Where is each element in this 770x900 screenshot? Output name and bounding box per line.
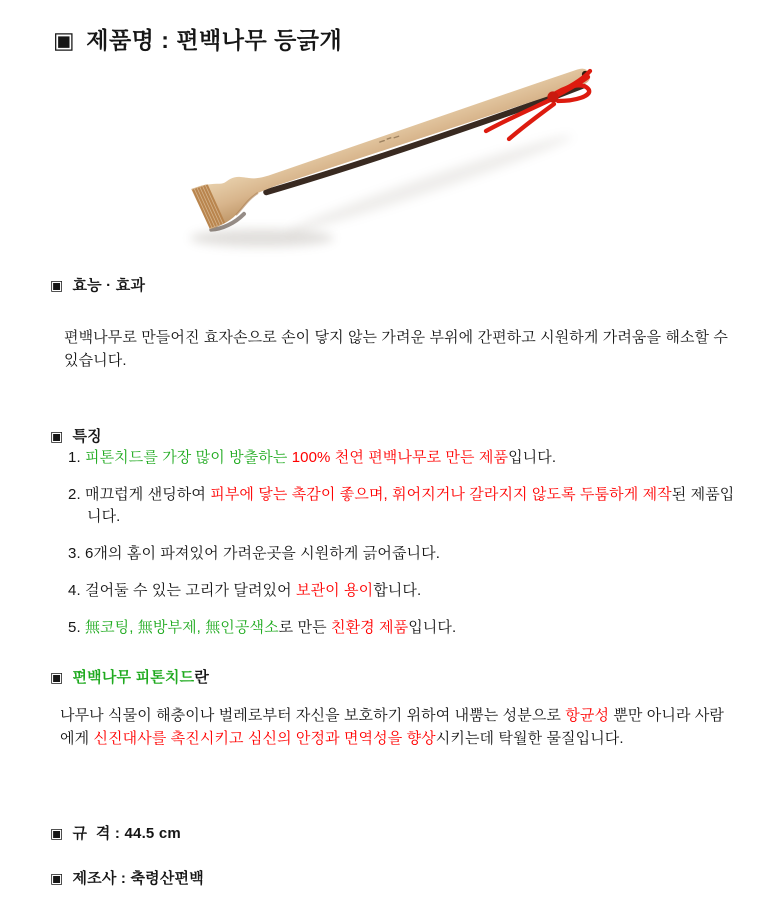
text-segment: 시키는데 탁월한 물질입니다. [435, 730, 624, 747]
text-segment: 3. 6개의 홈이 파져있어 가려운곳을 시원하게 긁어줍니다. [68, 545, 441, 562]
manufacturer-line [50, 867, 204, 888]
efficacy-heading-text: 효능 · 효과 [72, 277, 146, 294]
text-segment: 피부에 닿는 촉감이 좋으며, 휘어지거나 갈라지지 않도록 두툼하게 제작 [210, 486, 672, 503]
text-segment: 뿐만 아니라 사람에게 [60, 707, 725, 747]
phytoncide-body [60, 704, 736, 750]
text-segment: 無코팅, 無방부제, 無인공색소 [84, 619, 279, 636]
text-segment: 2. 매끄럽게 샌딩하여 [68, 486, 211, 503]
text-segment: 1. [68, 449, 85, 466]
section-bullet-icon: ▣ [50, 428, 64, 444]
page-title-text: 제품명 : 편백나무 등긁개 [86, 27, 343, 53]
features-heading-text: 특징 [72, 428, 102, 445]
text-segment: 5. [68, 619, 85, 636]
section-heading-phytoncide [50, 666, 209, 687]
product-photo [0, 52, 770, 257]
section-bullet-icon: ▣ [50, 669, 64, 685]
feature-item-4 [68, 580, 736, 602]
photo-soft-shadow [285, 129, 574, 240]
page-title [53, 22, 342, 55]
cord-knot [547, 91, 558, 102]
feature-item-2 [68, 484, 736, 528]
section-bullet-icon: ▣ [53, 27, 76, 53]
efficacy-body: 편백나무로 만들어진 효자손으로 손이 닿지 않는 가려운 부위에 간편하고 시원하게 가려움을 해소할 수 있습니다. [64, 329, 728, 369]
section-bullet-icon: ▣ [50, 825, 64, 841]
feature-item-5 [68, 617, 736, 639]
text-segment: 4. 걸어둘 수 있는 고리가 달려있어 [68, 582, 296, 599]
text-segment: 친환경 제품 [330, 619, 409, 636]
section-bullet-icon: ▣ [50, 870, 64, 886]
text-segment: 보관이 용이 [296, 582, 374, 599]
text-segment: 신진대사를 촉진시키고 심신의 안정과 면역성을 향상 [93, 730, 436, 747]
text-segment: 100% 천연 편백나무로 만든 제품 [291, 449, 509, 466]
phytoncide-heading-text [72, 669, 209, 686]
text-segment: 나무나 식물이 해충이나 벌레로부터 자신을 보호하기 위하여 내뿜는 성분으로 [60, 707, 566, 724]
section-heading-features [50, 425, 102, 446]
photo-soft-shadow [190, 229, 334, 247]
features-list [68, 447, 736, 654]
text-segment: 된 제품입니다. [87, 486, 735, 525]
text-segment: 합니다. [373, 582, 422, 599]
feature-item-1 [68, 447, 736, 469]
manufacturer-text: 제조사 : 축령산편백 [72, 870, 204, 887]
text-segment: 란 [194, 669, 210, 686]
section-bullet-icon: ▣ [50, 277, 64, 293]
spec-text: 규 격 : 44.5 cm [72, 825, 181, 842]
spec-line [50, 822, 181, 843]
text-segment: 입니다. [508, 449, 557, 466]
text-segment: 항균성 [565, 707, 610, 724]
text-segment: 편백나무 피톤치드 [72, 669, 195, 686]
text-segment: 입니다. [408, 619, 457, 636]
section-heading-efficacy [50, 274, 145, 295]
text-segment: 피톤치드를 가장 많이 방출하는 [84, 449, 292, 466]
feature-item-3 [68, 543, 736, 565]
text-segment: 로 만든 [278, 619, 331, 636]
